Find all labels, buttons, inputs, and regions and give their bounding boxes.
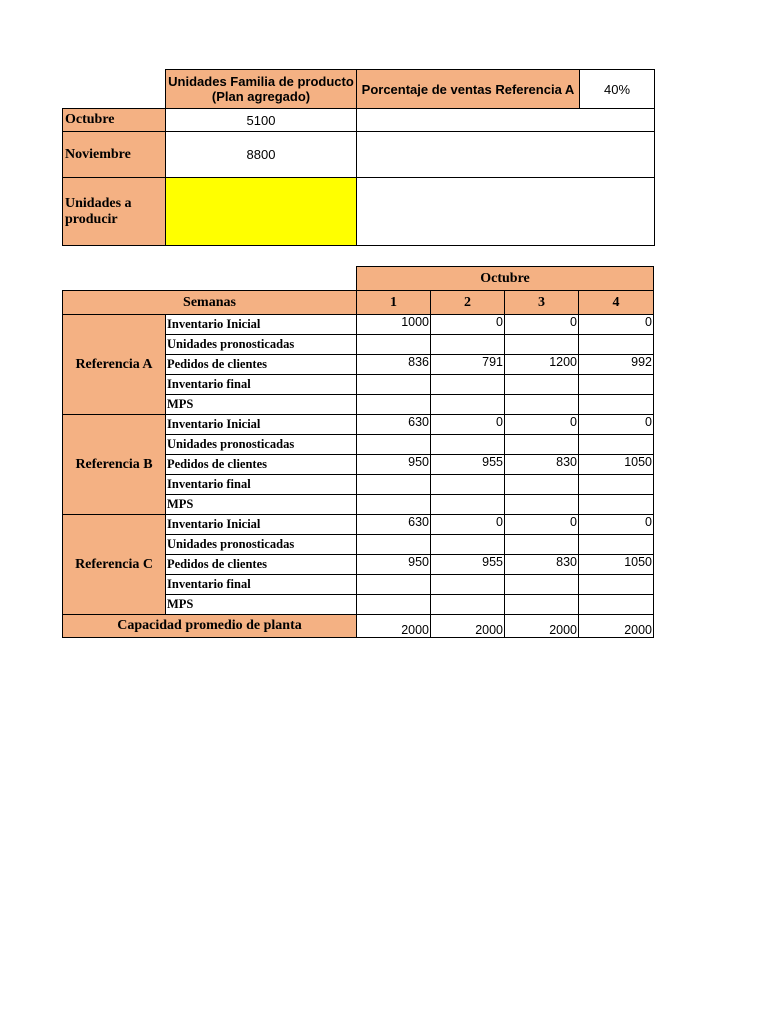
- cell[interactable]: [579, 375, 654, 395]
- cell[interactable]: [579, 595, 654, 615]
- cell[interactable]: 950: [357, 455, 431, 475]
- week-header-4[interactable]: 4: [579, 291, 654, 315]
- cell[interactable]: [505, 535, 579, 555]
- empty-corner: [63, 70, 166, 109]
- cell[interactable]: [505, 395, 579, 415]
- row-label-pedidos-de-clientes[interactable]: Pedidos de clientes: [166, 555, 357, 575]
- cell[interactable]: 992: [579, 355, 654, 375]
- cell[interactable]: [505, 595, 579, 615]
- capacity-week-2[interactable]: 2000: [431, 615, 505, 638]
- cell[interactable]: [579, 535, 654, 555]
- cell[interactable]: 630: [357, 515, 431, 535]
- empty-cell[interactable]: [357, 109, 655, 132]
- cell[interactable]: 630: [357, 415, 431, 435]
- week-header-3[interactable]: 3: [505, 291, 579, 315]
- cell[interactable]: [357, 595, 431, 615]
- value-octubre[interactable]: 5100: [166, 109, 357, 132]
- cell[interactable]: 791: [431, 355, 505, 375]
- cell[interactable]: [431, 595, 505, 615]
- cell[interactable]: 830: [505, 455, 579, 475]
- cell[interactable]: 836: [357, 355, 431, 375]
- cell[interactable]: 0: [505, 315, 579, 335]
- row-label-inventario-final[interactable]: Inventario final: [166, 575, 357, 595]
- row-label-pedidos-de-clientes[interactable]: Pedidos de clientes: [166, 355, 357, 375]
- cell[interactable]: [357, 375, 431, 395]
- week-header-1[interactable]: 1: [357, 291, 431, 315]
- cell[interactable]: [505, 495, 579, 515]
- cell[interactable]: 0: [579, 415, 654, 435]
- percent-label-header[interactable]: Porcentaje de ventas Referencia A: [357, 70, 580, 109]
- cell[interactable]: 830: [505, 555, 579, 575]
- cell[interactable]: [431, 335, 505, 355]
- cell[interactable]: 0: [431, 415, 505, 435]
- cell[interactable]: 950: [357, 555, 431, 575]
- row-label-inventario-inicial[interactable]: Inventario Inicial: [166, 315, 357, 335]
- row-label-unidades-pronosticadas[interactable]: Unidades pronosticadas: [166, 535, 357, 555]
- row-label-inventario-final[interactable]: Inventario final: [166, 475, 357, 495]
- reference-label-b[interactable]: Referencia B: [63, 415, 166, 515]
- cell[interactable]: 0: [431, 515, 505, 535]
- cell[interactable]: [357, 435, 431, 455]
- month-header[interactable]: Octubre: [357, 267, 654, 291]
- cell[interactable]: [431, 495, 505, 515]
- row-label-pedidos-de-clientes[interactable]: Pedidos de clientes: [166, 455, 357, 475]
- row-label-noviembre[interactable]: Noviembre: [63, 132, 166, 178]
- cell[interactable]: [579, 395, 654, 415]
- row-label-octubre[interactable]: Octubre: [63, 109, 166, 132]
- cell[interactable]: 1200: [505, 355, 579, 375]
- cell[interactable]: [357, 575, 431, 595]
- reference-label-a[interactable]: Referencia A: [63, 315, 166, 415]
- cell[interactable]: [579, 575, 654, 595]
- row-label-inventario-inicial[interactable]: Inventario Inicial: [166, 515, 357, 535]
- percent-value-cell[interactable]: 40%: [580, 70, 655, 109]
- capacity-week-1[interactable]: 2000: [357, 615, 431, 638]
- cell[interactable]: 1050: [579, 555, 654, 575]
- cell[interactable]: [505, 375, 579, 395]
- cell[interactable]: 0: [505, 415, 579, 435]
- row-label-inventario-inicial[interactable]: Inventario Inicial: [166, 415, 357, 435]
- cell[interactable]: 1000: [357, 315, 431, 335]
- row-label-mps[interactable]: MPS: [166, 395, 357, 415]
- cell[interactable]: [431, 375, 505, 395]
- cell[interactable]: [357, 395, 431, 415]
- cell[interactable]: [579, 335, 654, 355]
- row-label-inventario-final[interactable]: Inventario final: [166, 375, 357, 395]
- cell[interactable]: [431, 535, 505, 555]
- value-noviembre[interactable]: 8800: [166, 132, 357, 178]
- mps-table: [62, 266, 654, 638]
- cell[interactable]: [505, 435, 579, 455]
- cell[interactable]: 0: [579, 515, 654, 535]
- cell[interactable]: [431, 475, 505, 495]
- empty-cell[interactable]: [357, 132, 655, 178]
- cell[interactable]: [357, 495, 431, 515]
- empty-corner: [63, 267, 357, 291]
- row-label-unidades-pronosticadas[interactable]: Unidades pronosticadas: [166, 435, 357, 455]
- week-header-2[interactable]: 2: [431, 291, 505, 315]
- row-label-mps[interactable]: MPS: [166, 495, 357, 515]
- aggregate-plan-table: [62, 69, 655, 246]
- weeks-header[interactable]: Semanas: [63, 291, 357, 315]
- cell[interactable]: 955: [431, 555, 505, 575]
- cell[interactable]: [505, 575, 579, 595]
- cell[interactable]: [431, 575, 505, 595]
- cell[interactable]: 1050: [579, 455, 654, 475]
- value-unidades-a-producir[interactable]: [166, 178, 357, 246]
- empty-cell[interactable]: [357, 178, 655, 246]
- row-label-unidades-pronosticadas[interactable]: Unidades pronosticadas: [166, 335, 357, 355]
- capacity-label[interactable]: Capacidad promedio de planta: [63, 615, 357, 638]
- cell[interactable]: [357, 475, 431, 495]
- row-label-unidades-a-producir[interactable]: Unidades a producir: [63, 178, 166, 246]
- cell[interactable]: 0: [505, 515, 579, 535]
- cell[interactable]: 955: [431, 455, 505, 475]
- capacity-week-4[interactable]: 2000: [579, 615, 654, 638]
- cell[interactable]: [431, 435, 505, 455]
- row-label-mps[interactable]: MPS: [166, 595, 357, 615]
- cell[interactable]: [579, 495, 654, 515]
- cell[interactable]: 0: [579, 315, 654, 335]
- cell[interactable]: [505, 335, 579, 355]
- units-family-header[interactable]: Unidades Familia de producto (Plan agregado): [166, 70, 357, 109]
- cell[interactable]: [357, 335, 431, 355]
- cell[interactable]: [505, 475, 579, 495]
- cell[interactable]: [579, 435, 654, 455]
- cell[interactable]: 0: [431, 315, 505, 335]
- cell[interactable]: [431, 395, 505, 415]
- reference-label-c[interactable]: Referencia C: [63, 515, 166, 615]
- cell[interactable]: [357, 535, 431, 555]
- capacity-week-3[interactable]: 2000: [505, 615, 579, 638]
- cell[interactable]: [579, 475, 654, 495]
